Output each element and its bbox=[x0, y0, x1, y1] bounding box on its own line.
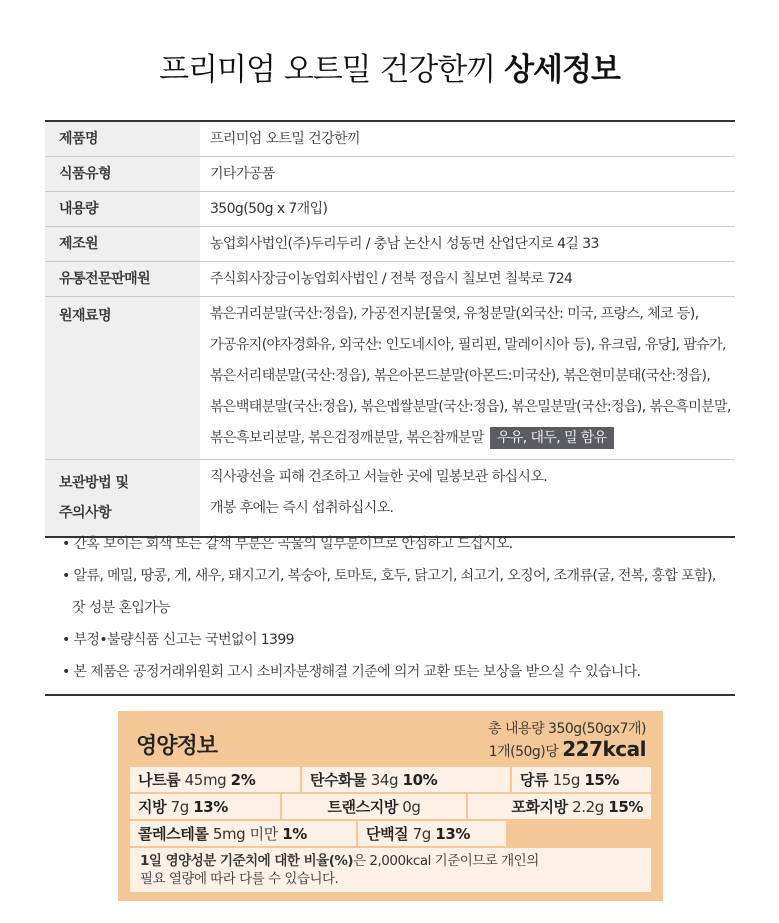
ingredients-line: 가공유지(야자경화유, 외국산: 인도네시아, 필리핀, 말레이시아 등), 유크림, 유당], 팜슈가, bbox=[210, 337, 726, 353]
value-food-type: 기타가공품 bbox=[210, 166, 275, 182]
note-item: • 본 제품은 공정거래위원회 고시 소비자분쟁해결 기준에 의거 교환 또는 보상을 받으실 수 있습니다. bbox=[62, 664, 641, 680]
calories: 227kcal bbox=[562, 737, 646, 761]
row-content bbox=[45, 192, 735, 227]
ingredients-line bbox=[210, 427, 735, 451]
nutrient-name: 콜레스테롤 bbox=[138, 825, 209, 843]
notes-list bbox=[62, 528, 742, 688]
nutrition-row bbox=[130, 794, 651, 821]
page-title bbox=[0, 44, 779, 89]
nutrient-pct: 1% bbox=[282, 825, 307, 843]
value-content: 350g(50g x 7개입) bbox=[210, 201, 328, 217]
nutrient-trans-fat bbox=[282, 794, 468, 819]
footnote-line2: 필요 열량에 따라 다를 수 있습니다. bbox=[140, 871, 339, 887]
nutrient-name: 당류 bbox=[520, 771, 549, 789]
label-ingredients: 원재료명 bbox=[45, 297, 200, 459]
nutrition-total bbox=[488, 719, 646, 762]
nutrient-name: 탄수화물 bbox=[310, 771, 367, 789]
label-distributor: 유통전문판매원 bbox=[45, 262, 200, 296]
nutrient-amount: 45mg bbox=[184, 771, 227, 789]
row-product-name bbox=[45, 122, 735, 157]
label-storage-line1: 보관방법 및 bbox=[59, 475, 129, 491]
product-info-table bbox=[45, 120, 735, 538]
nutrient-sugar bbox=[512, 767, 651, 792]
footnote-bold: 1일 영양성분 기준치에 대한 비율(%) bbox=[140, 853, 354, 869]
nutrition-title: 영양정보 bbox=[136, 734, 218, 759]
nutrient-amount: 2.2g bbox=[572, 798, 604, 816]
nutrient-saturated-fat bbox=[468, 794, 651, 819]
label-product-name: 제품명 bbox=[45, 122, 200, 156]
value-storage bbox=[200, 460, 735, 536]
row-ingredients bbox=[45, 297, 735, 460]
allergen-badge: 우유, 대두, 밀 함유 bbox=[490, 427, 614, 449]
footnote-rest: 은 2,000kcal 기준이므로 개인의 bbox=[353, 853, 539, 869]
nutrition-row bbox=[130, 821, 651, 848]
nutrition-grid bbox=[130, 767, 651, 892]
note-item-continued: 잣 성분 혼입가능 bbox=[72, 600, 171, 616]
per-serving bbox=[488, 739, 646, 762]
nutrient-sodium bbox=[130, 767, 302, 792]
nutrition-row bbox=[130, 767, 651, 794]
nutrition-header bbox=[118, 711, 663, 773]
label-storage-line2: 주의사항 bbox=[59, 505, 112, 521]
nutrient-name: 나트륨 bbox=[138, 771, 181, 789]
footnote-line1 bbox=[140, 852, 641, 870]
storage-line2: 개봉 후에는 즉시 섭취하십시오. bbox=[210, 500, 394, 516]
ingredients-last-text: 볶은흑보리분말, 볶은검정깨분말, 볶은참깨분말 bbox=[210, 430, 484, 446]
row-storage bbox=[45, 460, 735, 538]
nutrient-name: 포화지방 bbox=[511, 798, 568, 816]
nutrient-pct: 13% bbox=[193, 798, 228, 816]
storage-line1: 직사광선을 피해 건조하고 서늘한 곳에 밀봉보관 하십시오. bbox=[210, 469, 548, 485]
label-storage bbox=[45, 460, 200, 536]
nutrient-amount: 0g bbox=[402, 798, 421, 816]
nutrient-name: 단백질 bbox=[366, 825, 409, 843]
note-item: • 알류, 메밀, 땅콩, 게, 새우, 돼지고기, 복숭아, 토마토, 호두, 닭고기, 쇠고기, 오징어, 조개류(굴, 전복, 홍합 포함), bbox=[62, 568, 716, 584]
empty-cell bbox=[508, 821, 651, 846]
nutrient-pct: 2% bbox=[230, 771, 256, 789]
title-main: 프리미엄 오트밀 건강한끼 bbox=[159, 52, 496, 88]
nutrient-carbs bbox=[302, 767, 512, 792]
nutrient-amount: 7g bbox=[412, 825, 431, 843]
nutrient-pct: 15% bbox=[584, 771, 620, 789]
row-distributor bbox=[45, 262, 735, 297]
total-content: 총 내용량 350g(50gx7개) bbox=[488, 721, 646, 737]
value-distributor: 주식회사장금이농업회사법인 / 전북 정읍시 칠보면 칠북로 724 bbox=[210, 271, 573, 287]
nutrient-pct: 10% bbox=[402, 771, 438, 789]
nutrient-name: 트랜스지방 bbox=[327, 798, 398, 816]
row-food-type bbox=[45, 157, 735, 192]
value-manufacturer: 농업회사법인(주)두리두리 / 충남 논산시 성동면 산업단지로 4길 33 bbox=[210, 236, 599, 252]
nutrition-panel bbox=[118, 711, 663, 901]
nutrient-cholesterol bbox=[130, 821, 358, 846]
nutrient-fat bbox=[130, 794, 282, 819]
note-item: • 간혹 보이는 회색 또는 갈색 부분은 곡물의 일부분이므로 안심하고 드십시오. bbox=[62, 536, 513, 552]
divider bbox=[45, 694, 735, 696]
nutrition-footnote bbox=[130, 848, 651, 892]
value-product-name: 프리미엄 오트밀 건강한끼 bbox=[210, 131, 360, 147]
row-manufacturer bbox=[45, 227, 735, 262]
per-serving-label: 1개(50g)당 bbox=[488, 744, 559, 760]
nutrient-protein bbox=[358, 821, 508, 846]
ingredients-line: 볶은백태분말(국산:정읍), 볶은멥쌀분말(국산:정읍), 볶은밀분말(국산:정읍), 볶은흑미분말, bbox=[210, 399, 731, 415]
ingredients-line: 볶은서리태분말(국산:정읍), 볶은아몬드분말(아몬드:미국산), 볶은현미분태(국산:정읍), bbox=[210, 368, 711, 384]
value-ingredients bbox=[200, 297, 735, 459]
nutrient-pct: 13% bbox=[435, 825, 471, 843]
note-item: • 부정•불량식품 신고는 국번없이 1399 bbox=[62, 632, 294, 648]
nutrient-name: 지방 bbox=[138, 798, 167, 816]
label-manufacturer: 제조원 bbox=[45, 227, 200, 261]
nutrient-amount: 15g bbox=[552, 771, 580, 789]
nutrient-amount: 5mg 미만 bbox=[212, 825, 278, 843]
nutrient-amount: 34g bbox=[370, 771, 399, 789]
ingredients-line: 볶은귀리분말(국산:정읍), 가공전지분[물엿, 유청분말(외국산: 미국, 프랑스, 체코 등), bbox=[210, 306, 699, 322]
title-bold: 상세정보 bbox=[504, 52, 620, 88]
nutrient-amount: 7g bbox=[170, 798, 189, 816]
nutrient-pct: 15% bbox=[608, 798, 643, 816]
label-food-type: 식품유형 bbox=[45, 157, 200, 191]
label-content: 내용량 bbox=[45, 192, 200, 226]
